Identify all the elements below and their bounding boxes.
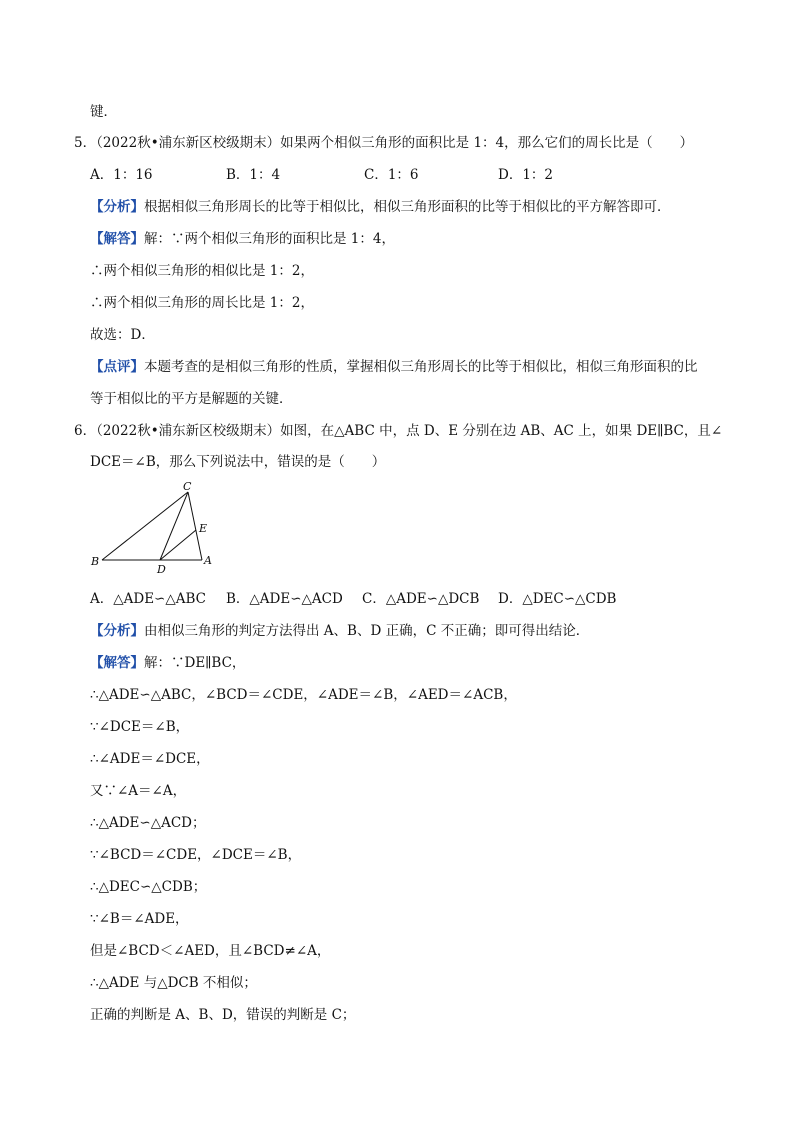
q5-answer-line: ∴两个相似三角形的相似比是 1：2， [90, 263, 314, 279]
segment-cd [160, 492, 188, 560]
q6-option-d: D．△DEC∽△CDB [498, 591, 617, 607]
q6-answer-line: ∴∠ADE＝∠DCE， [90, 751, 210, 767]
q5-option-a: A．1：16 [90, 167, 153, 183]
q5-answer-tag: 【解答】 [90, 231, 144, 247]
triangle-figure [86, 480, 226, 580]
q6-answer-line: ∴△ADE∽△ABC，∠BCD＝∠CDE，∠ADE＝∠B，∠AED＝∠ACB， [90, 687, 517, 703]
q6-answer-first [90, 654, 245, 672]
q6-stem-line1: 6．（2022秋•浦东新区校级期末）如图，在△ABC 中，点 D、E 分别在边 AB、AC 上，如果 DE∥BC，且∠ [74, 423, 723, 439]
q6-answer-line: 但是∠BCD＜∠AED，且∠BCD≠∠A， [90, 943, 331, 959]
label-e: E [199, 522, 208, 535]
q6-analysis-tag: 【分析】 [90, 623, 144, 639]
label-b: B [91, 555, 100, 568]
q6-answer-line: ∴△ADE 与△DCB 不相似； [90, 975, 257, 991]
q6-answer-line: 又∵∠A＝∠A， [90, 783, 187, 799]
q5-stem: 5．（2022秋•浦东新区校级期末）如果两个相似三角形的面积比是 1：4，那么它们的周长比是（ ） [74, 135, 694, 151]
label-a: A [204, 554, 212, 567]
q5-comment-tag: 【点评】 [90, 359, 144, 375]
q5-answer-line: 解：∵两个相似三角形的面积比是 1：4， [144, 231, 395, 247]
q6-answer-tag: 【解答】 [90, 655, 144, 671]
q6-answer-line: ∴△DEC∽△CDB； [90, 879, 207, 895]
q6-stem-line2: DCE＝∠B，那么下列说法中，错误的是（ ） [90, 454, 386, 470]
q6-option-c: C．△ADE∽△DCB [362, 591, 480, 607]
label-d: D [157, 563, 166, 576]
side-bc [102, 492, 188, 560]
q5-analysis-tag: 【分析】 [90, 199, 144, 215]
label-c: C [183, 480, 192, 493]
q5-answer-line: ∴两个相似三角形的周长比是 1：2， [90, 295, 314, 311]
q6-answer-line: ∵∠BCD＝∠CDE，∠DCE＝∠B， [90, 847, 302, 863]
q5-answer-first [90, 230, 395, 248]
q6-answer-line: 解：∵DE∥BC， [144, 655, 246, 671]
q5-analysis-text: 根据相似三角形周长的比等于相似比，相似三角形面积的比等于相似比的平方解答即可． [144, 199, 671, 215]
q5-comment [90, 358, 698, 376]
q6-answer-line: ∴△ADE∽△ACD； [90, 815, 206, 831]
q6-answer-line: ∵∠B＝∠ADE， [90, 911, 189, 927]
q5-option-d: D．1：2 [498, 167, 554, 183]
q6-option-b: B．△ADE∽△ACD [226, 591, 343, 607]
q6-option-a: A．△ADE∽△ABC [90, 591, 207, 607]
q5-comment-continued: 等于相似比的平方是解题的关键． [90, 391, 293, 407]
q5-comment-text: 本题考查的是相似三角形的性质，掌握相似三角形周长的比等于相似比，相似三角形面积的比 [144, 359, 698, 375]
q5-analysis [90, 198, 671, 216]
q5-answer-line: 故选：D． [90, 327, 155, 343]
previous-answer-tail: 键． [90, 104, 117, 120]
q6-answer-line: 正确的判断是 A、B、D，错误的判断是 C； [90, 1007, 356, 1023]
segment-de [160, 530, 196, 560]
q5-option-c: C．1：6 [364, 167, 419, 183]
q5-option-b: B．1：4 [226, 167, 281, 183]
q6-analysis [90, 622, 589, 640]
q6-answer-line: ∵∠DCE＝∠B， [90, 719, 190, 735]
q6-analysis-text: 由相似三角形的判定方法得出 A、B、D 正确，C 不正确；即可得出结论． [144, 623, 590, 639]
